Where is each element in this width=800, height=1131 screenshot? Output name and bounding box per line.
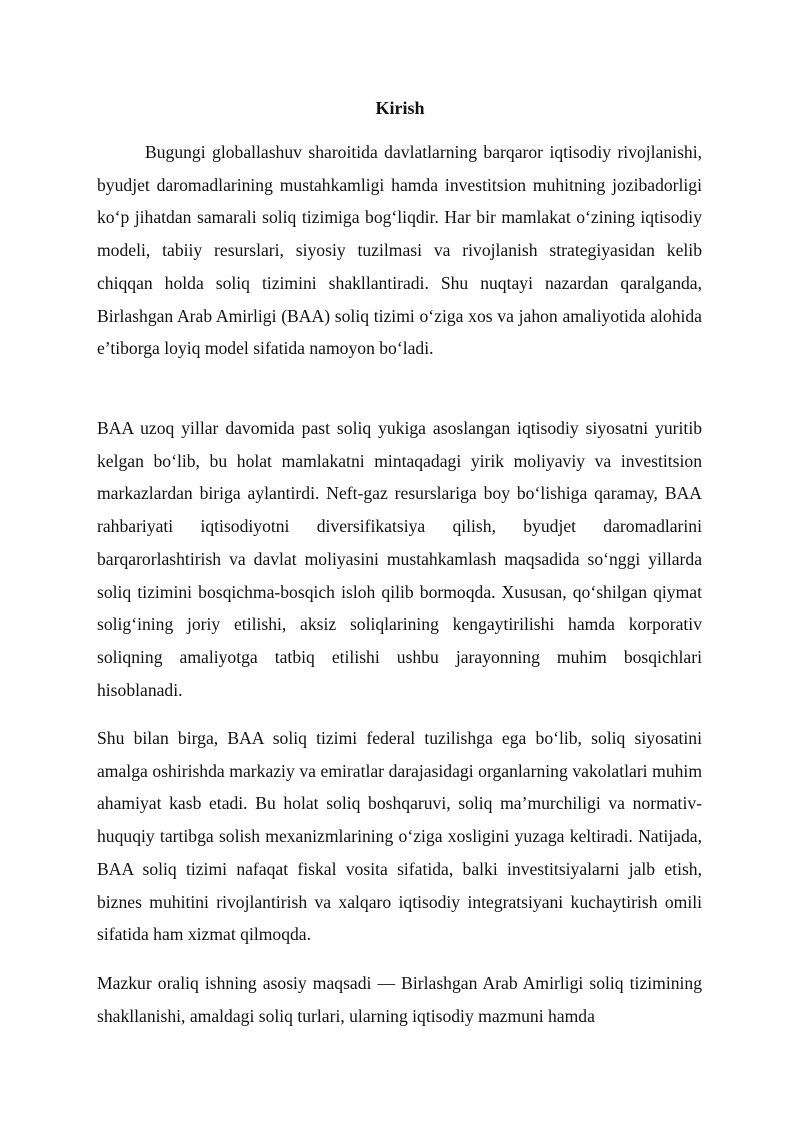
paragraph-low-tax-policy: BAA uzoq yillar davomida past soliq yukiga asoslangan iqtisodiy siyosatni yuritib kelgan bo‘lib, bu holat mamlakatni mintaqadagi yirik moliyaviy va investitsion markazlardan biriga aylantirdi. Neft-gaz resurslariga boy bo‘lishiga qaramay, BAA rahbariyati iqtisodiyotni diversifikatsiya qilish, byudjet daromadlarini barqarorlashtirish va davlat moliyasini mustahkamlash maqsadida so‘nggi yillarda soliq tizimini bosqichma-bosqich isloh qilib bormoqda. Xususan, qo‘shilgan qiymat solig‘ining joriy etilishi, aksiz soliqlarining kengaytirilishi hamda korporativ soliqning amaliyotga tatbiq etilishi ushbu jarayonning muhim bosqichlari hisoblanadi.	[97, 418, 702, 700]
page-title: Kirish	[375, 98, 425, 118]
paragraph-objective: Mazkur oraliq ishning asosiy maqsadi — Birlashgan Arab Amirligi soliq tizimining shakllanishi, amaldagi soliq turlari, ularning iqtisodiy mazmuni hamda	[97, 973, 702, 1026]
paragraph-intro: Bugungi globallashuv sharoitida davlatlarning barqaror iqtisodiy rivojlanishi, byudjet daromadlarining mustahkamligi hamda investitsion muhitning jozibadorligi ko‘p jihatdan samarali soliq tizimiga bog‘liqdir. Har bir mamlakat o‘zining iqtisodiy modeli, tabiiy resurslari, siyosiy tuzilmasi va rivojlanish strategiyasidan kelib chiqqan holda soliq tizimini shakllantiradi. Shu nuqtayi nazardan qaralganda, Birlashgan Arab Amirligi (BAA) soliq tizimi o‘ziga xos va jahon amaliyotida alohida e’tiborga loyiq model sifatida namoyon bo‘ladi.	[97, 142, 702, 359]
paragraph-federal-structure: Shu bilan birga, BAA soliq tizimi federal tuzilishga ega bo‘lib, soliq siyosatini amalga oshirishda markaziy va emiratlar darajasidagi organlarning vakolatlari muhim ahamiyat kasb etadi. Bu holat soliq boshqaruvi, soliq ma’murchiligi va normativ-huquqiy tartibga solish mexanizmlarining o‘ziga xosligini yuzaga keltiradi. Natijada, BAA soliq tizimi nafaqat fiskal vosita sifatida, balki investitsiyalarni jalb etish, biznes muhitini rivojlantirish va xalqaro iqtisodiy integratsiyani kuchaytirish omili sifatida ham xizmat qilmoqda.	[97, 728, 702, 945]
